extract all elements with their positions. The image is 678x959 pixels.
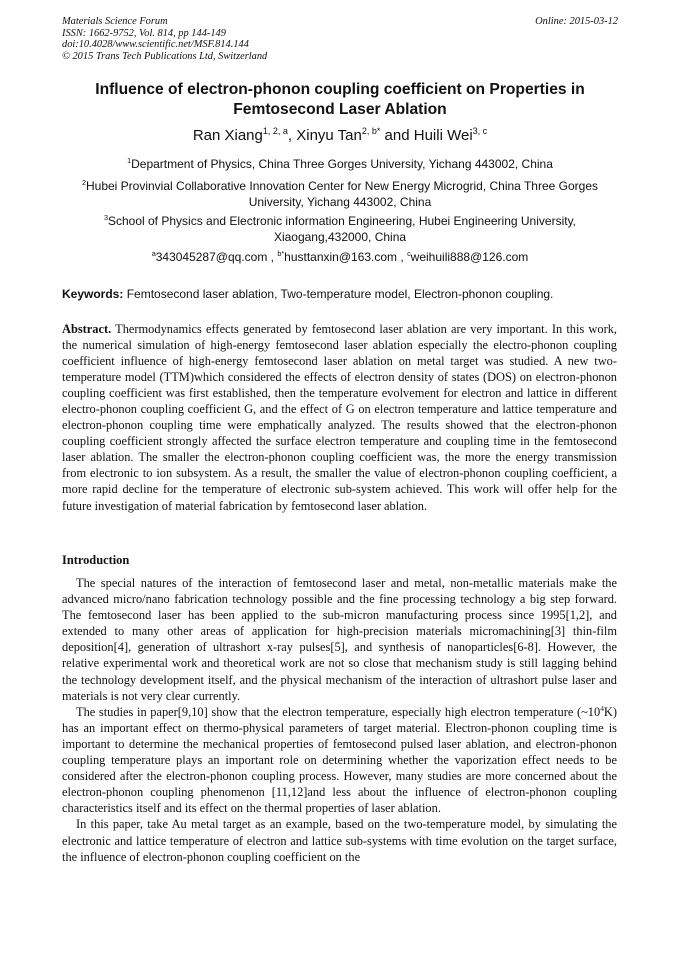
abstract-text: Thermodynamics effects generated by femtosecond laser ablation are very important. In this work, the numerical simulation of high-energy femtosecond laser ablation especially the electro-phonon coupling coefficient influence of high-energy femtosecond laser ablation on metal target was studied. A new two-temperature model (TTM)which considered the effects of electron density of states (DOS) on electron-phonon coupling coefficient was first established, then the temperature evolvement for electron and lattice in different electro-phonon coupling coefficient G, and the effect of G on electron temperature and lattice temperature and electron-phonon coupling time were emphatically analyzed. The results showed that the electron-phonon coupling coefficient strongly affected the surface electron temperature and coupling time in the femtosecond laser ablation. The smaller the electron-phonon coupling coefficient was, the more the energy transmission from electronic to ion subsystem. As a result, the smaller the value of electron-phonon coupling coefficient, a more rapid decline for the temperature of electronic sub-system achieved. This work will offer help for the future investigation of material fabrication by femtosecond laser ablation.	[62, 322, 617, 513]
affiliation-3	[62, 213, 618, 245]
introduction-body	[62, 575, 617, 865]
email-list	[62, 249, 618, 265]
affiliation-marker: 3	[103, 213, 108, 222]
email-separator: ,	[397, 250, 408, 264]
email-address[interactable]: husttanxin@163.com	[284, 250, 398, 264]
journal-header	[62, 16, 618, 62]
author-superscript: 2, b*	[361, 126, 381, 136]
issn-line: ISSN: 1662-9752, Vol. 814, pp 144-149	[62, 27, 226, 39]
affiliation-marker: 2	[81, 178, 86, 187]
author-name: Huili Wei	[413, 127, 473, 144]
email-marker: c	[407, 249, 411, 258]
affiliation-text: School of Physics and Electronic information Engineering, Hubei Engineering University, Xiaogang,432000, China	[107, 214, 577, 244]
paragraph	[62, 704, 617, 817]
author-superscript: 3, c	[472, 126, 488, 136]
affiliation-marker: 1	[127, 156, 132, 165]
author-name: Ran Xiang	[192, 127, 263, 144]
doi-line: doi:10.4028/www.scientific.net/MSF.814.144	[62, 39, 249, 51]
paragraph: The special natures of the interaction of femtosecond laser and metal, non-metallic materials make the advanced micro/nano fabrication technology possible and the fine processing technology a big step forward. The femtosecond laser has been applied to the sub-micron manufacturing process since 1995[1,2], and extended to many other areas of application for high-precision materials micromachining[3] thin-film deposition[4], generation of ultrashort x-ray pulses[5], and synthesis of nanoparticles[6-8]. However, the relative experimental work and theoretical work are not so close that mechanism study is still lagging behind the technology development itself, and the physical mechanism of the interaction of ultrashort pulse laser and materials is not very clear currently.	[62, 576, 617, 703]
affiliation-text: Department of Physics, China Three Gorges University, Yichang 443002, China	[131, 157, 553, 171]
email-separator: ,	[267, 250, 278, 264]
online-date: Online: 2015-03-12	[535, 16, 618, 27]
copyright-line: © 2015 Trans Tech Publications Ltd, Switzerland	[62, 50, 268, 62]
email-address[interactable]: weihuili888@126.com	[410, 250, 529, 264]
journal-name: Materials Science Forum	[62, 16, 168, 27]
abstract	[62, 321, 617, 514]
paper-title: Influence of electron-phonon coupling coefficient on Properties in Femtosecond Laser Ablation	[95, 81, 585, 118]
email-address[interactable]: 343045287@qq.com	[155, 250, 268, 264]
author-name: Xinyu Tan	[296, 127, 362, 144]
keywords-text: Femtosecond laser ablation, Two-temperature model, Electron-phonon coupling.	[123, 287, 554, 301]
affiliation-text: Hubei Provinvial Collaborative Innovation Center for New Energy Microgrid, China Three Gorges University, Yichang 443002, China	[85, 179, 599, 209]
paragraph-text: The studies in paper[9,10] show that the electron temperature, especially high electron temperature (~10	[76, 704, 601, 719]
email-marker: a	[151, 249, 156, 258]
author-list	[62, 127, 618, 145]
email-marker: b*	[277, 249, 285, 258]
exponent: 4	[600, 703, 604, 713]
keywords	[62, 287, 618, 302]
author-separator: ,	[287, 127, 297, 144]
affiliation-2	[62, 178, 618, 210]
affiliation-1	[62, 156, 618, 172]
author-superscript: 1, 2, a	[262, 126, 288, 136]
keywords-label: Keywords:	[62, 287, 124, 301]
paragraph: In this paper, take Au metal target as an example, based on the two-temperature model, by simulating the electronic and lattice temperature of electron and lattice sub-systems with time evolution on the target surface, the influence of electron-phonon coupling coefficient on the	[62, 817, 617, 864]
introduction-heading: Introduction	[62, 553, 130, 567]
paragraph-text: K) has an important effect on thermo-physical parameters of target material. Electron-phonon coupling time is important to determine the mechanical properties of femtosecond pulsed laser ablation, and electron-phonon coupling temperature plays an important role on determining whether the vaporization effect needs to be considered after the electron-phonon coupling process. However, many studies are more concerned about the electron-phonon coupling phenomenon [11,12]and less about the influence of electron-phonon coupling characteristics itself and its effect on the thermal properties of laser ablation.	[62, 704, 617, 816]
abstract-label: Abstract.	[62, 322, 112, 336]
author-separator: and	[380, 127, 414, 144]
